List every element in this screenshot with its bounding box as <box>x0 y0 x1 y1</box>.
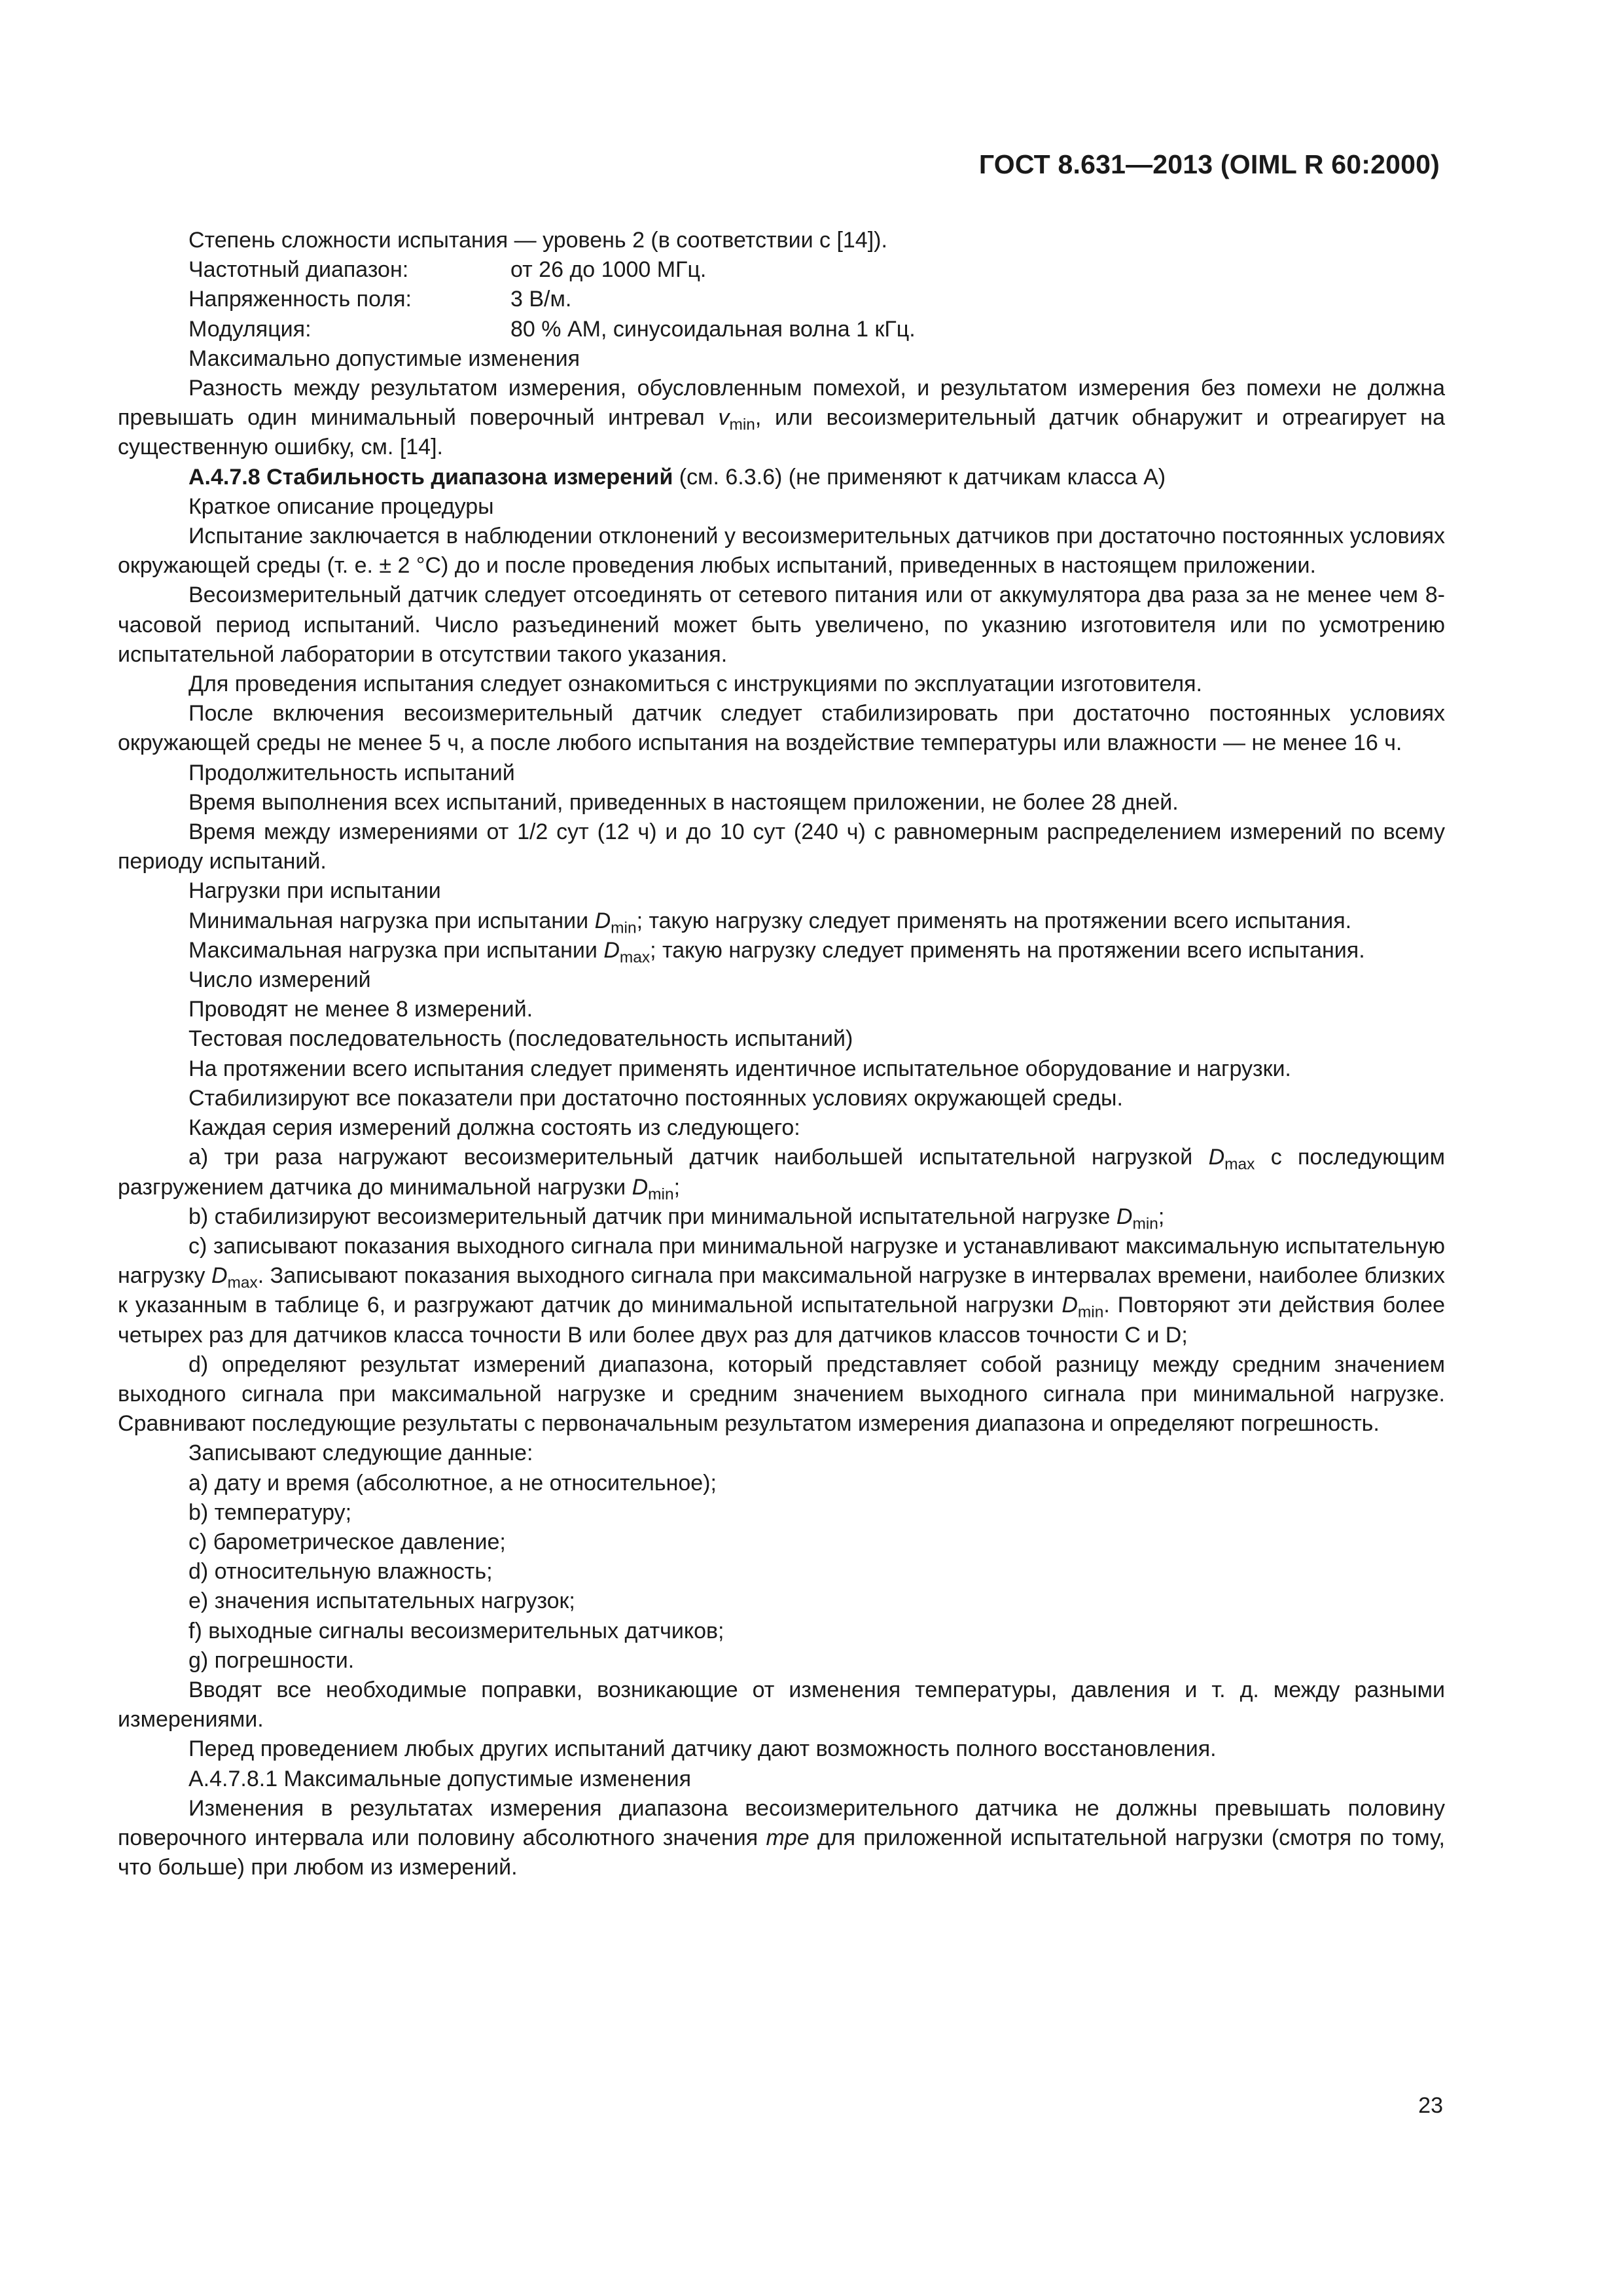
count-heading: Число измерений <box>188 967 371 993</box>
duration-heading: Продолжительность испытаний <box>188 760 515 785</box>
subsection-heading: А.4.7.8.1 Максимальные допустимые изменения <box>188 1766 692 1791</box>
paragraph: Каждая серия измерений должна состоять из следующего: <box>188 1115 800 1141</box>
record-heading: Записывают следующие данные: <box>188 1441 533 1466</box>
list-item-d: d) определяют результат измерений диапазона, который представляет собой разницу между средним значением выходного сигнала при максимальной нагрузке и средним значением выходного сигнала при минимальной нагрузке. Сравнивают последующие результаты с первоначальным результатом измерения диапазона и определяют погрешность. <box>118 1352 1445 1437</box>
page-number: 23 <box>1418 2093 1443 2118</box>
record-item: е) значения испытательных нагрузок; <box>188 1588 575 1614</box>
param-label: Модуляция: <box>188 316 312 342</box>
paragraph: Время между измерениями от 1/2 сут (12 ч) и до 10 сут (240 ч) с равномерным распределением измерений по всему периоду испытаний. <box>118 819 1445 874</box>
param-row <box>118 285 1445 314</box>
severity-level: Степень сложности испытания — уровень 2 (в соответствии с [14]). <box>188 228 887 253</box>
record-item: а) дату и время (абсолютное, а не относительное); <box>188 1470 717 1496</box>
paragraph: Проводят не менее 8 измерений. <box>188 997 533 1022</box>
document-body <box>118 226 1445 1882</box>
section-title: Стабильность диапазона измерений <box>266 464 673 490</box>
standard-header: ГОСТ 8.631—2013 (OIML R 60:2000) <box>978 149 1440 179</box>
record-item: с) барометрическое давление; <box>188 1529 506 1554</box>
subsection-paragraph: Изменения в результатах измерения диапазона весоизмерительного датчика не должны превышать половину поверочного интервала или половину абсолютного значения mpe для приложенной испытательной нагрузки (смотря по тому, что больше) при любом из измерений. <box>118 1795 1446 1880</box>
paragraph: Вводят все необходимые поправки, возникающие от изменения температуры, давления и т. д. между разными измерениями. <box>118 1677 1445 1732</box>
paragraph: Весоизмерительный датчик следует отсоединять от сетевого питания или от аккумулятора два раза за не менее чем 8-часовой период испытаний. Число разъединений может быть увеличено, по указнию изготовителя или по усмотрению испытательной лаборатории в отсутствии такого указания. <box>118 583 1445 667</box>
record-item: d) относительную влажность; <box>188 1559 493 1585</box>
param-value: от 26 до 1000 МГц. <box>510 257 707 283</box>
param-label: Частотный диапазон: <box>188 257 409 283</box>
list-item-b: b) стабилизируют весоизмерительный датчик при минимальной испытательной нагрузке $D_{min}$; <box>188 1204 1165 1233</box>
paragraph: Испытание заключается в наблюдении отклонений у весоизмерительных датчиков при достаточно постоянных условиях окружающей среды (т. е. ± 2 °С) до и после проведения любых испытаний, приведенных в настоящем приложении. <box>118 524 1445 579</box>
list-item-c: с) записывают показания выходного сигнала при минимальной нагрузке и устанавливают максимальную испытательную нагрузку $D_{max}$. Записывают показания выходного сигнала при максимальной нагрузке в интервалах времени, наиболее близких к указанным в таблице 6, и разгружают датчик до минимальной испытательной нагрузки $D_{min}$. Повторяют эти действия более четырех раз для датчиков класса точности В или более двух раз для датчиков классов точности С и D; <box>118 1233 1446 1348</box>
difference-paragraph: Разность между результатом измерения, обусловленным помехой, и результатом измерения без помехи не должна превышать один минимальный поверочный интревал $v_{min}$, или весоизмерительный датчик обнаружит и отреагирует на существенную ошибку, см. [14]. <box>118 376 1445 460</box>
max-changes-heading: Максимально допустимые изменения <box>188 346 580 371</box>
paragraph: Время выполнения всех испытаний, приведенных в настоящем приложении, не более 28 дней. <box>188 789 1179 815</box>
param-label: Напряженность поля: <box>188 287 412 312</box>
param-value: 3 В/м. <box>510 287 572 312</box>
param-value: 80 % АМ, синусоидальная волна 1 кГц. <box>510 316 916 342</box>
paragraph: Стабилизируют все показатели при достаточно постоянных условиях окружающей среды. <box>188 1085 1123 1111</box>
loads-heading: Нагрузки при испытании <box>188 878 441 904</box>
procedure-heading: Краткое описание процедуры <box>188 493 494 519</box>
paragraph: После включения весоизмерительный датчик следует стабилизировать при достаточно постоянных условиях окружающей среды не менее 5 ч, а после любого испытания на воздействие температуры или влажности — не менее 16 ч. <box>118 701 1445 756</box>
record-item: f) выходные сигналы весоизмерительных датчиков; <box>188 1618 724 1643</box>
record-item: b) температуру; <box>188 1499 352 1525</box>
param-row <box>118 315 1445 344</box>
section-heading: А.4.7.8 Стабильность диапазона измерений (см. 6.3.6) (не применяют к датчикам класса А) <box>188 464 1166 490</box>
min-load-paragraph: Минимальная нагрузка при испытании $D_{min}$; такую нагрузку следует применять на протяжении всего испытания. <box>188 908 1352 937</box>
sequence-heading: Тестовая последовательность (последовательность испытаний) <box>188 1026 853 1052</box>
paragraph: Перед проведением любых других испытаний датчику дают возможность полного восстановления. <box>188 1736 1217 1762</box>
max-load-paragraph: Максимальная нагрузка при испытании $D_{max}$; такую нагрузку следует применять на протяжении всего испытания. <box>188 937 1365 967</box>
list-item-a: а) три раза нагружают весоизмерительный датчик наибольшей испытательной нагрузкой $D_{max}$ с последующим разгружением датчика до минимальной нагрузки $D_{min}$; <box>118 1145 1445 1203</box>
record-item: g) погрешности. <box>188 1647 355 1673</box>
section-number: А.4.7.8 <box>188 464 260 490</box>
param-row <box>118 255 1445 285</box>
paragraph: На протяжении всего испытания следует применять идентичное испытательное оборудование и нагрузки. <box>188 1056 1291 1081</box>
paragraph: Для проведения испытания следует ознакомиться с инструкциями по эксплуатации изготовителя. <box>188 672 1202 697</box>
